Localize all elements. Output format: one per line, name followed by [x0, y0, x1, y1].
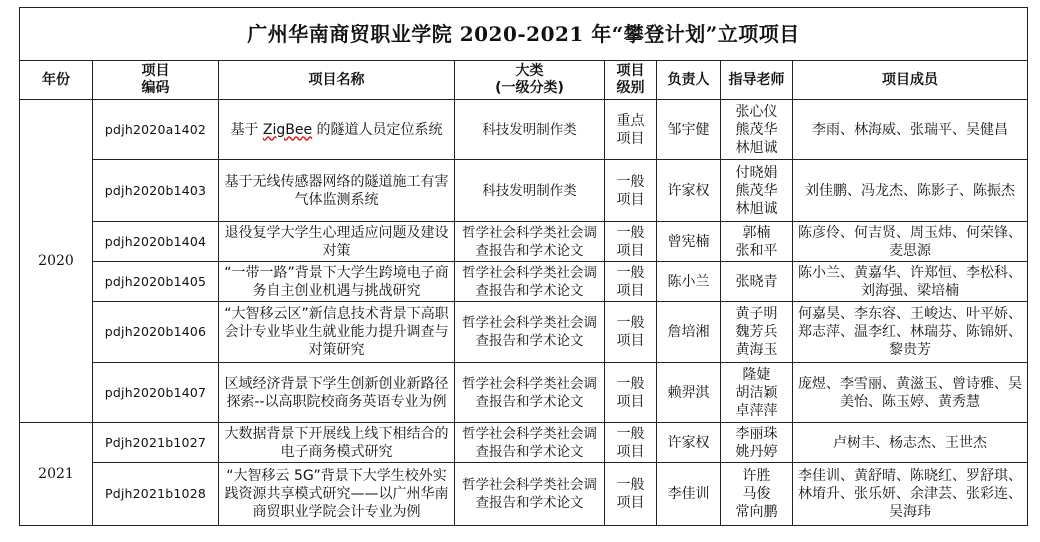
project-category: 哲学社会科学类社会调查报告和学术论文 [455, 302, 605, 363]
project-code: pdjh2020a1402 [93, 100, 219, 160]
project-leader: 陈小兰 [657, 262, 721, 302]
project-members: 卢树丰、杨志杰、王世杰 [793, 423, 1028, 463]
project-leader: 曾宪楠 [657, 222, 721, 262]
project-level: 一般 项目 [605, 302, 657, 363]
zigbee-term: ZigBee [262, 121, 313, 138]
project-level: 一般 项目 [605, 423, 657, 463]
header-advisor: 指导老师 [721, 61, 793, 100]
project-advisors: 许胜 马俊 常向鹏 [721, 463, 793, 526]
project-name: “大智移云 5G”背景下大学生校外实践资源共享模式研究——以广州华南商贸职业学院会计专业为例 [219, 463, 455, 526]
project-name: 基于无线传感器网络的隧道施工有害气体监测系统 [219, 160, 455, 222]
project-level: 一般 项目 [605, 160, 657, 222]
project-level: 一般 项目 [605, 222, 657, 262]
project-advisors: 隆婕 胡洁颖 卓萍萍 [721, 363, 793, 423]
project-category: 科技发明制作类 [455, 160, 605, 222]
document-page [19, 7, 1027, 526]
project-code: pdjh2020b1405 [93, 262, 219, 302]
project-members: 庞煜、李雪丽、黄滋玉、曾诗雅、吴美怡、陈玉婷、黄秀慧 [793, 363, 1028, 423]
project-advisors: 张晓青 [721, 262, 793, 302]
table-row [20, 302, 1028, 363]
project-level: 一般 项目 [605, 463, 657, 526]
project-leader: 詹培湘 [657, 302, 721, 363]
project-leader: 许家权 [657, 423, 721, 463]
project-leader: 李佳训 [657, 463, 721, 526]
project-name: 区域经济背景下学生创新创业新路径探索--以高职院校商务英语专业为例 [219, 363, 455, 423]
project-level: 一般 项目 [605, 262, 657, 302]
project-members: 李雨、林海威、张瑞平、吴健昌 [793, 100, 1028, 160]
project-code: pdjh2020b1403 [93, 160, 219, 222]
project-advisors: 黄子明 魏芳兵 黄海玉 [721, 302, 793, 363]
project-code: pdjh2020b1407 [93, 363, 219, 423]
project-advisors: 付晓娟 熊茂华 林旭诚 [721, 160, 793, 222]
year-cell-2021: 2021 [20, 423, 93, 526]
table-row [20, 222, 1028, 262]
project-members: 刘佳鹏、冯龙杰、陈影子、陈振杰 [793, 160, 1028, 222]
project-code: pdjh2020b1406 [93, 302, 219, 363]
project-leader: 赖羿淇 [657, 363, 721, 423]
project-name: “一带一路”背景下大学生跨境电子商务自主创业机遇与挑战研究 [219, 262, 455, 302]
header-category: 大类 (一级分类) [455, 61, 605, 100]
project-category: 哲学社会科学类社会调查报告和学术论文 [455, 423, 605, 463]
project-level: 重点 项目 [605, 100, 657, 160]
project-leader: 许家权 [657, 160, 721, 222]
project-members: 陈彦伶、何吉贤、周玉炜、何荣锋、麦思源 [793, 222, 1028, 262]
project-name: 退役复学大学生心理适应问题及建设对策 [219, 222, 455, 262]
project-advisors: 张心仪 熊茂华 林旭诚 [721, 100, 793, 160]
document-title: 广州华南商贸职业学院 2020-2021 年“攀登计划”立项项目 [20, 8, 1028, 61]
project-name: “大智移云区”新信息技术背景下高职会计专业毕业生就业能力提升调查与对策研究 [219, 302, 455, 363]
project-advisors: 郭楠 张和平 [721, 222, 793, 262]
project-category: 哲学社会科学类社会调查报告和学术论文 [455, 463, 605, 526]
project-code: pdjh2020b1404 [93, 222, 219, 262]
table-row [20, 100, 1028, 160]
project-category: 哲学社会科学类社会调查报告和学术论文 [455, 363, 605, 423]
table-row [20, 160, 1028, 222]
project-members: 李佳训、黄舒晴、陈晓红、罗舒琪、林堉升、张乐妍、余津芸、张彩连、吴海玮 [793, 463, 1028, 526]
project-category: 哲学社会科学类社会调查报告和学术论文 [455, 262, 605, 302]
header-row [20, 61, 1028, 100]
project-advisors: 李丽珠 姚丹婷 [721, 423, 793, 463]
header-code: 项目 编码 [93, 61, 219, 100]
header-level: 项目 级别 [605, 61, 657, 100]
table-row [20, 363, 1028, 423]
table-row [20, 463, 1028, 526]
projects-table [19, 7, 1028, 526]
header-year: 年份 [20, 61, 93, 100]
project-code: Pdjh2021b1027 [93, 423, 219, 463]
project-level: 一般 项目 [605, 363, 657, 423]
project-name: 基于 ZigBee 的隧道人员定位系统 [219, 100, 455, 160]
project-category: 哲学社会科学类社会调查报告和学术论文 [455, 222, 605, 262]
table-row [20, 423, 1028, 463]
year-cell-2020: 2020 [20, 100, 93, 423]
header-leader: 负责人 [657, 61, 721, 100]
project-members: 何嘉昊、李东容、王峻达、叶平娇、郑志萍、温李红、林瑞芬、陈锦妍、黎贵芳 [793, 302, 1028, 363]
table-row [20, 262, 1028, 302]
header-name: 项目名称 [219, 61, 455, 100]
project-leader: 邹宇健 [657, 100, 721, 160]
project-name: 大数据背景下开展线上线下相结合的电子商务模式研究 [219, 423, 455, 463]
project-category: 科技发明制作类 [455, 100, 605, 160]
header-members: 项目成员 [793, 61, 1028, 100]
project-code: Pdjh2021b1028 [93, 463, 219, 526]
project-members: 陈小兰、黄嘉华、许郑恒、李松科、刘海强、梁培楠 [793, 262, 1028, 302]
